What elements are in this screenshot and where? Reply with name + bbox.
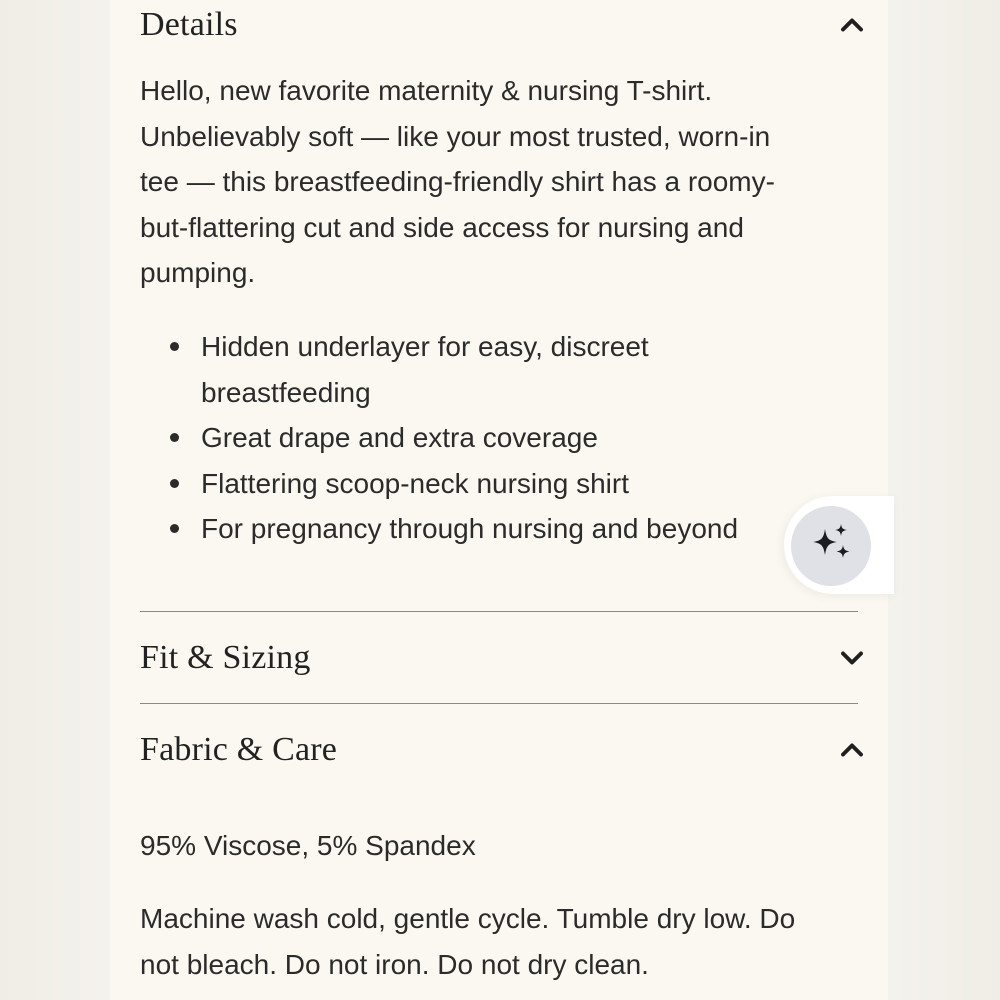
- list-item-text: Great drape and extra coverage: [201, 422, 598, 453]
- details-feature-list: [170, 324, 810, 552]
- chevron-down-icon[interactable]: [832, 638, 872, 678]
- list-item: [170, 461, 810, 507]
- description-line: pumping.: [140, 257, 256, 288]
- chevron-up-icon[interactable]: [832, 5, 872, 45]
- bullet-dot: [170, 479, 179, 488]
- bullet-dot: [170, 342, 179, 351]
- list-item-text: breastfeeding: [201, 376, 371, 408]
- fit-sizing-title: Fit & Sizing: [140, 639, 311, 676]
- bullet-dot: [170, 433, 179, 442]
- list-item-text: Hidden underlayer for easy, discreet: [201, 331, 649, 362]
- fabric-composition: 95% Viscose, 5% Spandex: [140, 830, 476, 861]
- list-item-text: Flattering scoop-neck nursing shirt: [201, 467, 629, 499]
- description-line: tee — this breastfeeding-friendly shirt has a roomy-: [140, 166, 775, 197]
- fit-sizing-accordion-header[interactable]: [140, 635, 858, 681]
- details-title: Details: [140, 6, 238, 43]
- bullet-dot: [170, 524, 179, 533]
- list-item: [170, 415, 810, 461]
- details-description: [140, 68, 840, 296]
- section-divider: [140, 611, 858, 612]
- page-margin-left: [0, 0, 110, 1000]
- product-info-panel: [110, 0, 888, 1000]
- list-item: [170, 324, 810, 415]
- chevron-up-icon[interactable]: [832, 730, 872, 770]
- assistant-button-tab: [784, 496, 894, 594]
- description-line: Hello, new favorite maternity & nursing T-shirt.: [140, 75, 713, 106]
- section-divider: [140, 703, 858, 704]
- sparkles-icon: [806, 519, 856, 574]
- care-line: Machine wash cold, gentle cycle. Tumble dry low. Do: [140, 903, 796, 934]
- assistant-button[interactable]: [791, 506, 871, 586]
- care-instructions: [140, 896, 840, 987]
- fabric-care-title: Fabric & Care: [140, 731, 338, 768]
- fabric-care-accordion-header[interactable]: [140, 727, 858, 773]
- care-line: not bleach. Do not iron. Do not dry clean.: [140, 948, 649, 980]
- page-margin-right: [888, 0, 1000, 1000]
- list-item: [170, 506, 810, 552]
- list-item-text: For pregnancy through nursing and beyond: [201, 513, 739, 544]
- description-line: Unbelievably soft — like your most trusted, worn-in: [140, 120, 771, 152]
- details-accordion-header[interactable]: [140, 2, 858, 48]
- description-line: but-flattering cut and side access for nursing and: [140, 211, 744, 243]
